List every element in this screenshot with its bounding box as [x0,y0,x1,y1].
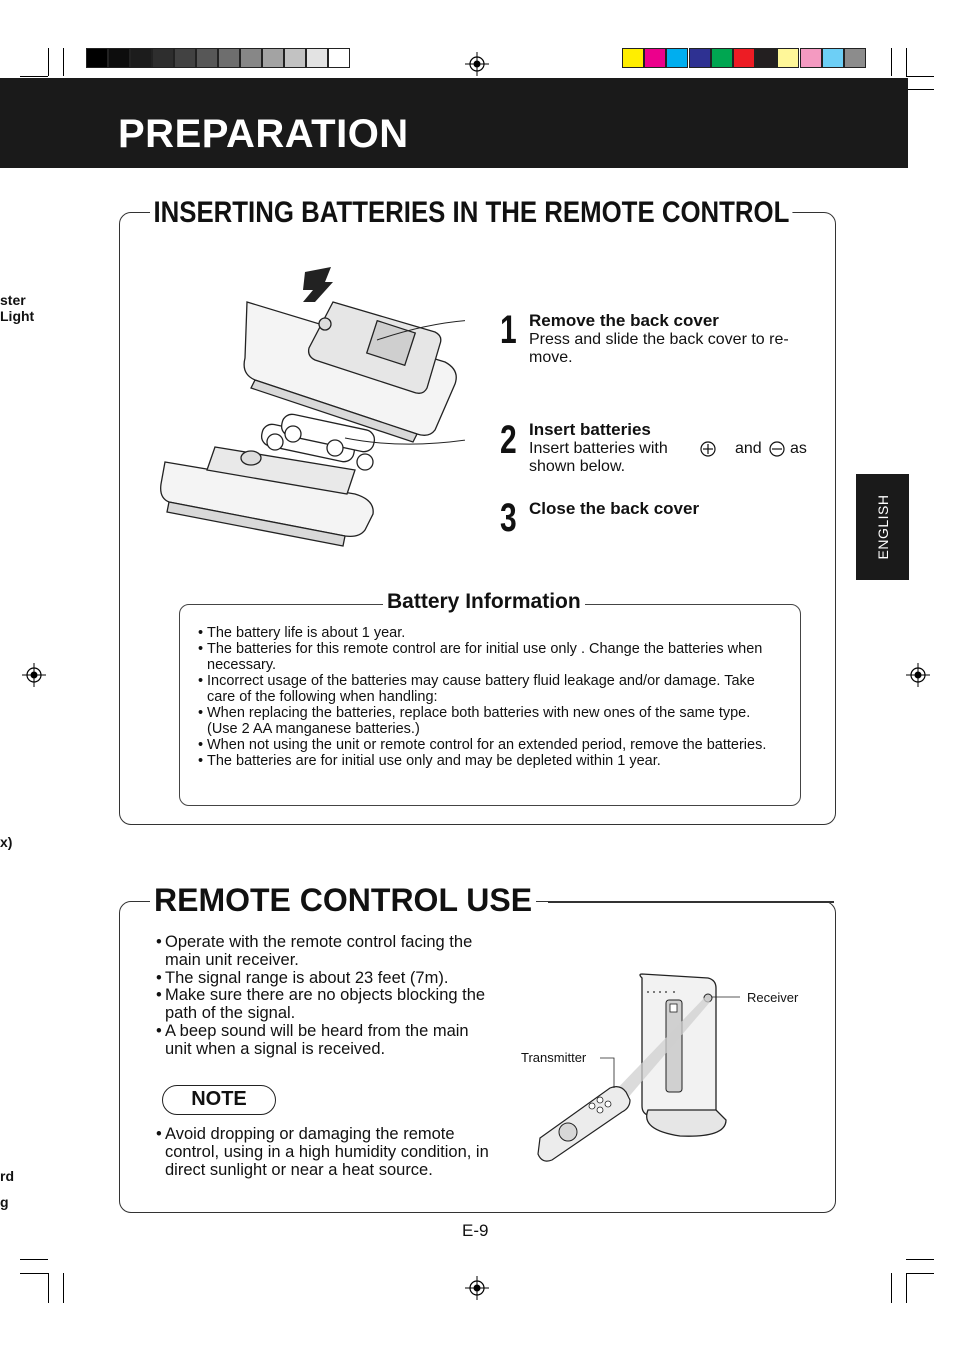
page-title: PREPARATION [118,112,409,156]
grayscale-swatch [262,48,284,68]
language-tab-label: ENGLISH [874,494,891,560]
section-rule [548,901,834,903]
grayscale-swatch [284,48,306,68]
list-item: • The battery life is about 1 year. [198,625,782,641]
step-3-number: 3 [500,496,517,540]
remote-signal-illustration [530,970,740,1170]
step-2-title: Insert batteries [529,420,651,439]
step-1-number: 1 [500,308,517,352]
color-swatch [755,48,777,68]
step-1-title: Remove the back cover [529,311,719,330]
step-2-number: 2 [500,418,517,462]
list-item: • When replacing the batteries, replace both batteries with new ones of the same type. (Use 2 AA manganese batteries.) [198,705,782,737]
grayscale-swatch [130,48,152,68]
color-swatch [822,48,844,68]
step-2-text-mid: and [735,440,762,457]
color-swatch [622,48,644,68]
grayscale-swatch [196,48,218,68]
list-item: • Operate with the remote control facing the main unit receiver. [156,934,492,970]
edge-fragment: ster [0,292,26,308]
grayscale-swatch [306,48,328,68]
transmitter-label: Transmitter [521,1050,587,1065]
color-swatch [666,48,688,68]
batteries-section-title: INSERTING BATTERIES IN THE REMOTE CONTROL [150,196,793,230]
battery-info-list [198,625,782,769]
step-3-title: Close the back cover [529,499,700,518]
language-tab [856,474,909,580]
edge-fragment: g [0,1194,9,1210]
registration-mark-icon [906,663,930,687]
grayscale-swatch [108,48,130,68]
registration-mark-icon [22,663,46,687]
step-1-text-line2: move. [529,349,573,366]
step-2-text-after: as [790,440,807,457]
grayscale-swatch [86,48,108,68]
edge-fragment: Light [0,308,35,324]
note-label: NOTE [162,1085,276,1115]
page-number: E-9 [462,1221,489,1240]
color-swatch [689,48,711,68]
plus-terminal-icon [700,441,716,457]
color-swatch [733,48,755,68]
list-item: • The batteries are for initial use only and may be depleted within 1 year. [198,753,782,769]
remote-battery-illustration [155,262,465,562]
color-swatch [711,48,733,68]
list-item: • The batteries for this remote control are for initial use only . Change the batteries when necessary. [198,641,782,673]
list-item: • When not using the unit or remote control for an extended period, remove the batteries. [198,737,782,753]
edge-fragment: rd [0,1168,14,1184]
list-item: • Make sure there are no objects blocking the path of the signal. [156,987,492,1023]
step-2-text-before: Insert batteries with [529,440,668,457]
grayscale-swatch [328,48,350,68]
battery-info-title: Battery Information [383,590,585,614]
list-item: • The signal range is about 23 feet (7m). [156,970,492,988]
registration-mark-icon [465,52,489,76]
color-swatch [644,48,666,68]
step-2-text-line2: shown below. [529,458,626,475]
step-1-text-line1: Press and slide the back cover to re- [529,331,789,348]
minus-terminal-icon [769,441,785,457]
receiver-label: Receiver [747,990,799,1005]
grayscale-swatch [218,48,240,68]
list-item: • A beep sound will be heard from the main unit when a signal is received. [156,1023,492,1059]
color-swatch [844,48,866,68]
grayscale-swatch [152,48,174,68]
remote-use-section-title: REMOTE CONTROL USE [150,882,536,919]
color-swatch [777,48,799,68]
registration-mark-icon [465,1276,489,1300]
list-item: • Incorrect usage of the batteries may cause battery fluid leakage and/or damage. Take care of the following when handling: [198,673,782,705]
remote-use-list [156,934,492,1059]
list-item: • Avoid dropping or damaging the remote control, using in a high humidity condition, in direct sunlight or near a heat source. [156,1126,492,1179]
color-swatch [800,48,822,68]
grayscale-swatch [240,48,262,68]
note-list [156,1126,492,1179]
edge-fragment: x) [0,834,13,850]
grayscale-swatch [174,48,196,68]
